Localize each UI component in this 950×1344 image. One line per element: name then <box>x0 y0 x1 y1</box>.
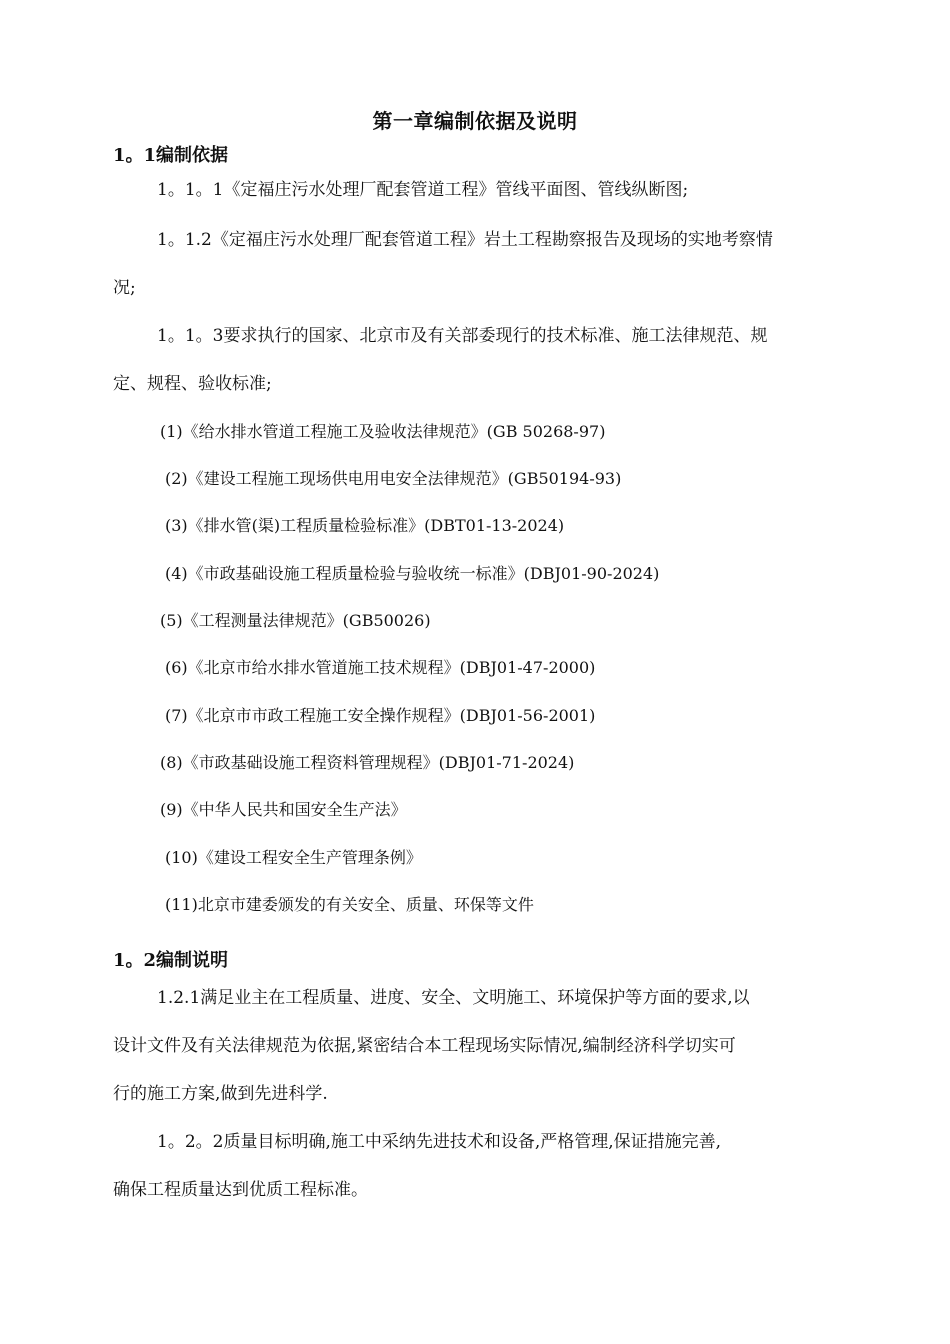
list-item: (10)《建设工程安全生产管理条例》 <box>165 848 422 867</box>
chapter-title: 第一章编制依据及说明 <box>372 109 578 133</box>
section-heading-1-1: 1。1编制依据 <box>113 145 229 166</box>
paragraph-1-2-1-line1: 1.2.1满足业主在工程质量、进度、安全、文明施工、环境保护等方面的要求,以 <box>157 988 750 1008</box>
paragraph-1-1-3-line2: 定、规程、验收标准; <box>113 374 272 394</box>
paragraph-1-1-1: 1。1。1《定福庄污水处理厂配套管道工程》管线平面图、管线纵断图; <box>157 180 689 200</box>
list-item: (5)《工程测量法律规范》(GB50026) <box>160 611 431 630</box>
list-item: (6)《北京市给水排水管道施工技术规程》(DBJ01-47-2000) <box>165 658 596 677</box>
paragraph-1-2-2-line2: 确保工程质量达到优质工程标准。 <box>113 1180 368 1200</box>
list-item: (1)《给水排水管道工程施工及验收法律规范》(GB 50268-97) <box>160 422 606 441</box>
paragraph-1-1-2-line2: 况; <box>113 278 136 298</box>
list-item: (2)《建设工程施工现场供电用电安全法律规范》(GB50194-93) <box>165 469 622 488</box>
paragraph-1-2-1-line3: 行的施工方案,做到先进科学. <box>113 1084 328 1104</box>
section-heading-1-2: 1。2编制说明 <box>113 950 229 971</box>
paragraph-1-2-2-line1: 1。2。2质量目标明确,施工中采纳先进技术和设备,严格管理,保证措施完善, <box>157 1132 722 1152</box>
list-item: (9)《中华人民共和国安全生产法》 <box>160 800 407 819</box>
list-item: (4)《市政基础设施工程质量检验与验收统一标准》(DBJ01-90-2024) <box>165 564 660 583</box>
list-item: (8)《市政基础设施工程资料管理规程》(DBJ01-71-2024) <box>160 753 575 772</box>
paragraph-1-2-1-line2: 设计文件及有关法律规范为依据,紧密结合本工程现场实际情况,编制经济科学切实可 <box>113 1036 736 1056</box>
list-item: (3)《排水管(渠)工程质量检验标准》(DBT01-13-2024) <box>165 516 565 535</box>
paragraph-1-1-3-line1: 1。1。3要求执行的国家、北京市及有关部委现行的技术标准、施工法律规范、规 <box>157 326 768 346</box>
list-item: (7)《北京市市政工程施工安全操作规程》(DBJ01-56-2001) <box>165 706 596 725</box>
list-item: (11)北京市建委颁发的有关安全、质量、环保等文件 <box>165 895 534 914</box>
paragraph-1-1-2-line1: 1。1.2《定福庄污水处理厂配套管道工程》岩土工程勘察报告及现场的实地考察情 <box>157 230 773 250</box>
